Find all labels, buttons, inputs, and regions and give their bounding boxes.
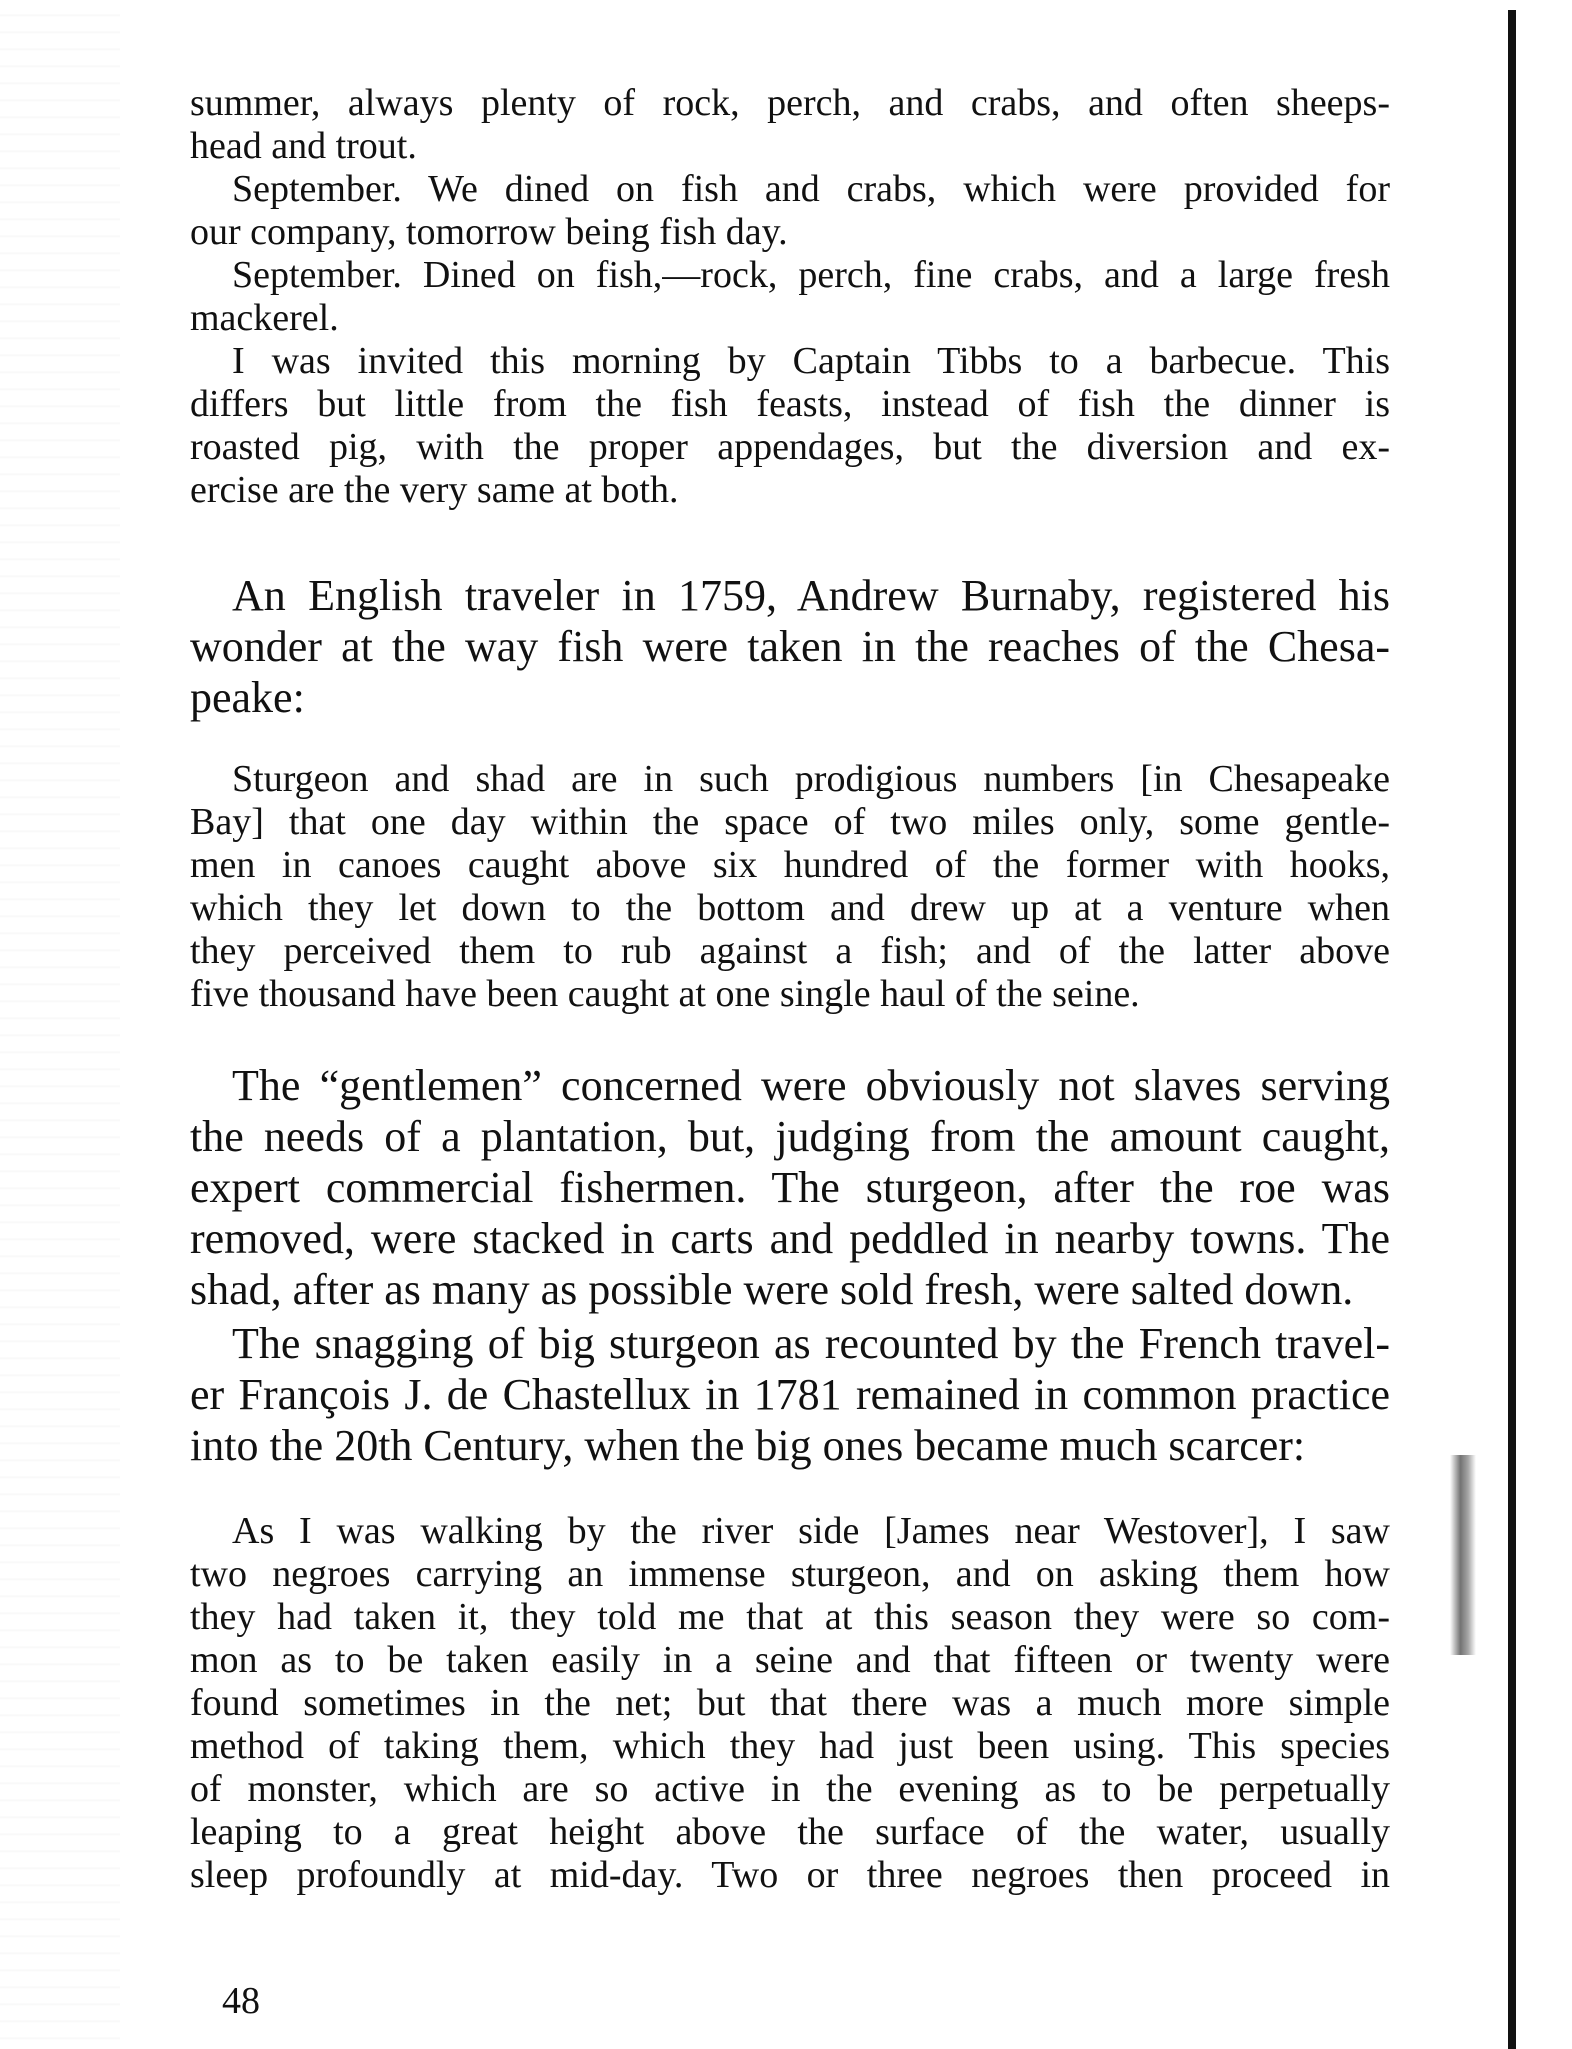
text-line: they perceived them to rub against a fish; and of the latter above: [190, 930, 1390, 972]
text-line: Bay] that one day within the space of two miles only, some gentle-: [190, 801, 1390, 843]
text-line: expert commercial fishermen. The sturgeon, after the roe was: [190, 1163, 1390, 1212]
text-line: summer, always plenty of rock, perch, and crabs, and often sheeps-: [190, 82, 1390, 124]
text-line: September. Dined on fish,—rock, perch, fine crabs, and a large fresh: [232, 254, 1390, 296]
quote-burnaby-block: [190, 758, 1390, 1016]
text-line: mon as to be taken easily in a seine and that fifteen or twenty were: [190, 1639, 1390, 1681]
para-gentlemen-block: [190, 1060, 1390, 1315]
text-line: An English traveler in 1759, Andrew Burnaby, registered his: [232, 571, 1390, 620]
text-line: roasted pig, with the proper appendages, but the diversion and ex-: [190, 426, 1390, 468]
text-line: September. We dined on fish and crabs, which were provided for: [232, 168, 1390, 210]
text-line: head and trout.: [190, 125, 417, 167]
text-line: five thousand have been caught at one single haul of the seine.: [190, 973, 1140, 1015]
scan-edge-shadow: [0, 0, 120, 2049]
text-line: they had taken it, they told me that at this season they were so com-: [190, 1596, 1390, 1638]
text-line: our company, tomorrow being fish day.: [190, 211, 788, 253]
text-line: which they let down to the bottom and drew up at a venture when: [190, 887, 1390, 929]
text-line: into the 20th Century, when the big ones became much scarcer:: [190, 1421, 1306, 1470]
para-burnaby-block: [190, 570, 1390, 723]
text-line: The snagging of big sturgeon as recounted by the French travel-: [232, 1319, 1390, 1368]
text-line: leaping to a great height above the surface of the water, usually: [190, 1811, 1390, 1853]
text-line: sleep profoundly at mid-day. Two or three negroes then proceed in: [190, 1854, 1390, 1896]
text-line: differs but little from the fish feasts, instead of fish the dinner is: [190, 383, 1390, 425]
scan-binding-edge: [1508, 10, 1516, 2049]
text-line: peake:: [190, 673, 305, 722]
quote-summer-block: [190, 82, 1390, 512]
text-line: wonder at the way fish were taken in the reaches of the Chesa-: [190, 622, 1390, 671]
text-line: mackerel.: [190, 297, 339, 339]
text-line: of monster, which are so active in the evening as to be perpetually: [190, 1768, 1390, 1810]
scan-margin-mark: [1450, 1455, 1476, 1655]
text-line: two negroes carrying an immense sturgeon, and on asking them how: [190, 1553, 1390, 1595]
text-line: shad, after as many as possible were sold fresh, were salted down.: [190, 1265, 1354, 1314]
text-line: The “gentlemen” concerned were obviously not slaves serving: [232, 1061, 1390, 1110]
text-line: the needs of a plantation, but, judging from the amount caught,: [190, 1112, 1390, 1161]
text-line: I was invited this morning by Captain Tibbs to a barbecue. This: [232, 340, 1390, 382]
text-line: men in canoes caught above six hundred of the former with hooks,: [190, 844, 1390, 886]
text-line: method of taking them, which they had just been using. This species: [190, 1725, 1390, 1767]
text-line: As I was walking by the river side [James near Westover], I saw: [232, 1510, 1390, 1552]
text-line: removed, were stacked in carts and peddled in nearby towns. The: [190, 1214, 1390, 1263]
text-line: found sometimes in the net; but that there was a much more simple: [190, 1682, 1390, 1724]
page-number: 48: [222, 1980, 260, 2022]
quote-chastellux-block: [190, 1510, 1390, 1897]
para-snagging-block: [190, 1318, 1390, 1471]
text-line: ercise are the very same at both.: [190, 469, 679, 511]
text-line: Sturgeon and shad are in such prodigious numbers [in Chesapeake: [232, 758, 1390, 800]
text-line: er François J. de Chastellux in 1781 remained in common practice: [190, 1370, 1390, 1419]
